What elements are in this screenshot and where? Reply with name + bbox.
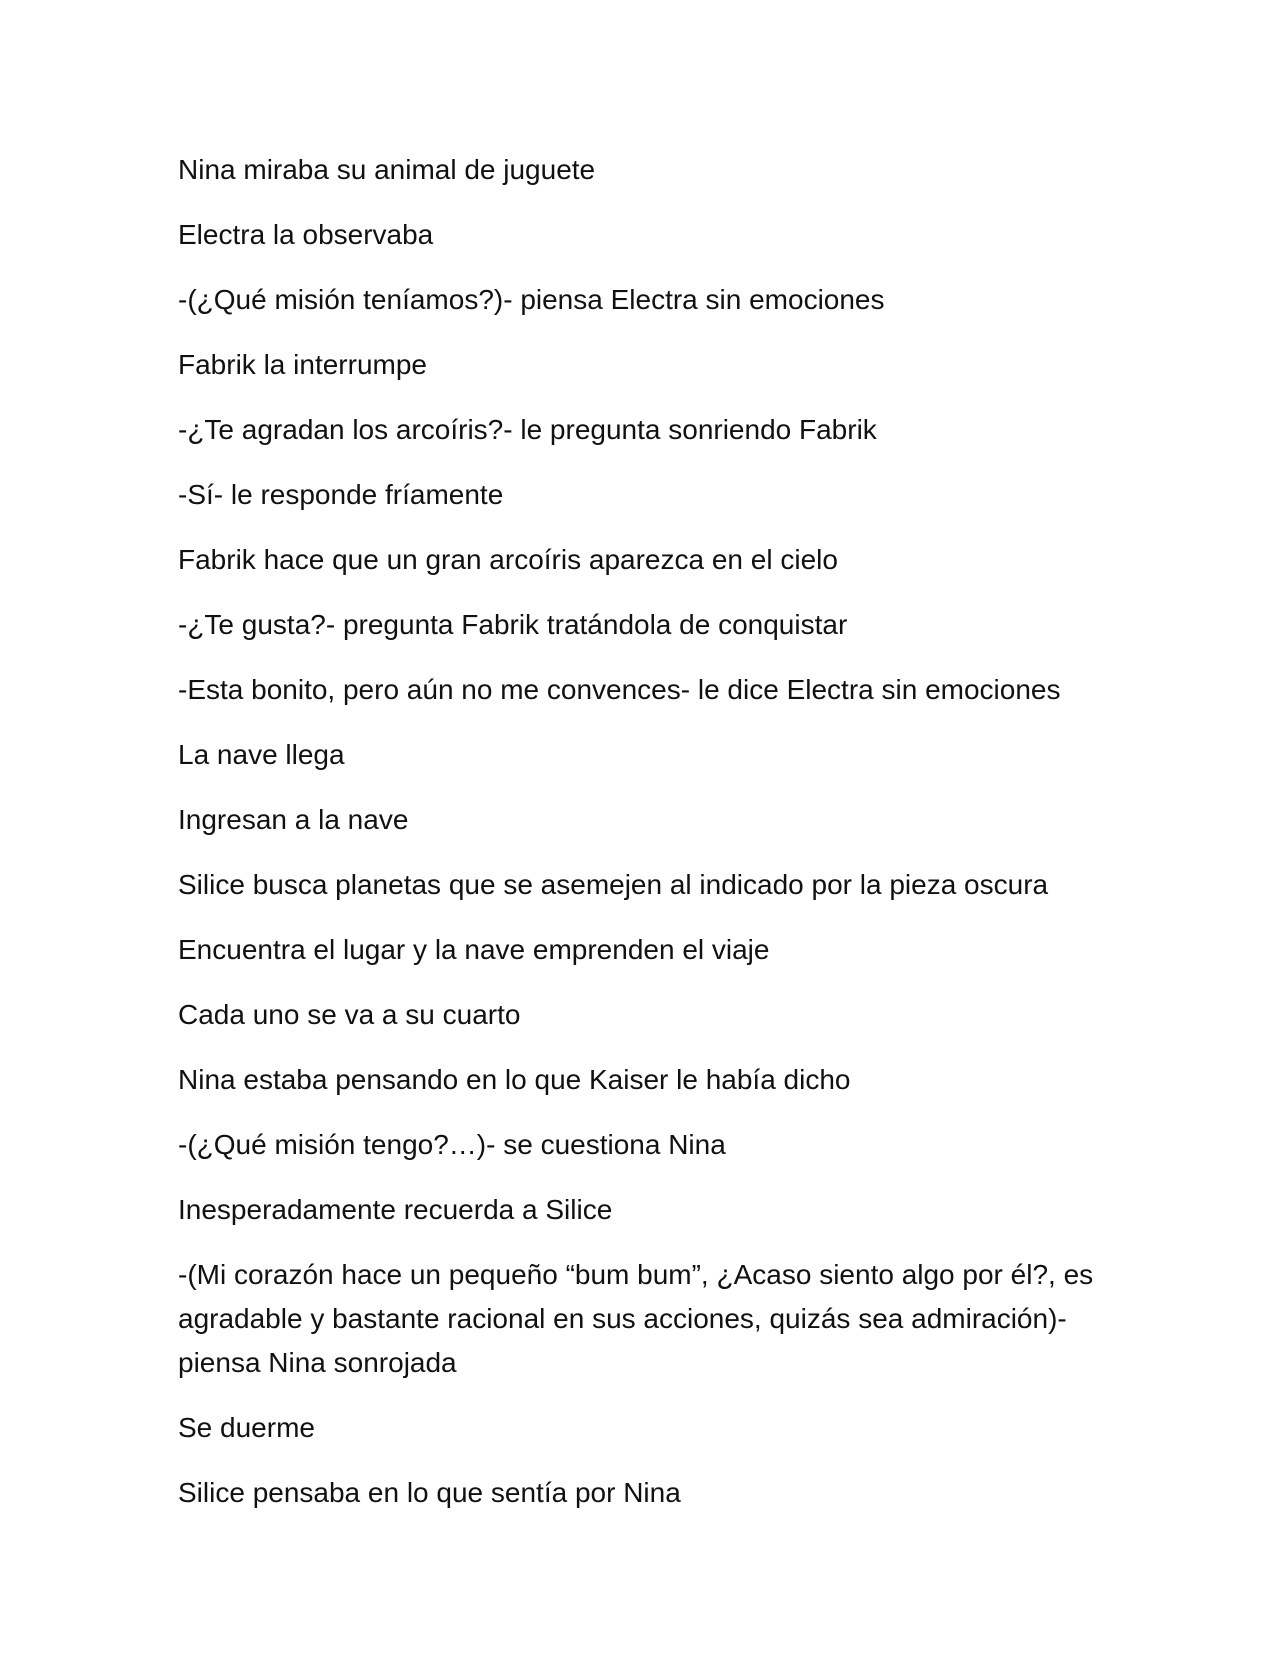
paragraph: Cada uno se va a su cuarto xyxy=(178,999,521,1030)
paragraph: Inesperadamente recuerda a Silice xyxy=(178,1194,613,1225)
paragraph: Silice pensaba en lo que sentía por Nina xyxy=(178,1477,681,1508)
paragraph: -Esta bonito, pero aún no me convences- le dice Electra sin emociones xyxy=(178,674,1061,705)
paragraph: Nina miraba su animal de juguete xyxy=(178,154,596,185)
paragraph: Silice busca planetas que se asemejen al indicado por la pieza oscura xyxy=(178,869,1049,900)
paragraph: Nina estaba pensando en lo que Kaiser le había dicho xyxy=(178,1064,851,1095)
paragraph: La nave llega xyxy=(178,739,345,770)
paragraph: -(Mi corazón hace un pequeño “bum bum”, ¿Acaso siento algo por él?, es agradable y bastante racional en sus acciones, quizás sea admiración)- piensa Nina sonrojada xyxy=(178,1259,1094,1378)
paragraph: Ingresan a la nave xyxy=(178,804,409,835)
paragraph: Fabrik la interrumpe xyxy=(178,349,427,380)
paragraph: -(¿Qué misión tengo?…)- se cuestiona Nina xyxy=(178,1129,726,1160)
paragraph: -¿Te agradan los arcoíris?- le pregunta sonriendo Fabrik xyxy=(178,414,877,445)
paragraph: -Sí- le responde fríamente xyxy=(178,479,504,510)
paragraph: Encuentra el lugar y la nave emprenden el viaje xyxy=(178,934,770,965)
paragraph: -(¿Qué misión teníamos?)- piensa Electra sin emociones xyxy=(178,284,885,315)
paragraph: Fabrik hace que un gran arcoíris aparezca en el cielo xyxy=(178,544,838,575)
paragraph: Se duerme xyxy=(178,1412,315,1443)
document-body xyxy=(178,148,1098,1536)
paragraph: -¿Te gusta?- pregunta Fabrik tratándola de conquistar xyxy=(178,609,848,640)
paragraph: Electra la observaba xyxy=(178,219,434,250)
